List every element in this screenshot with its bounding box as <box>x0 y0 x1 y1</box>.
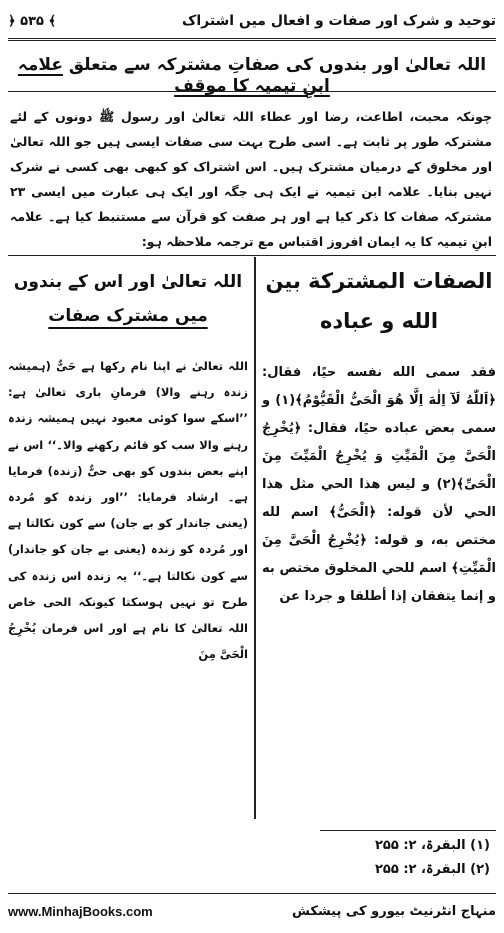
section-heading <box>8 54 496 96</box>
header-divider <box>8 38 496 41</box>
urdu-heading-line2: میں مشترک صفات <box>48 306 208 326</box>
two-column-section <box>8 257 496 819</box>
page-footer <box>8 896 496 926</box>
arabic-heading <box>262 261 496 341</box>
header-title: توحید و شرک اور صفات و افعال میں اشتراک <box>181 13 496 29</box>
footnote-2: (۲) البقرۃ، ۲: ۲۵۵ <box>374 862 490 877</box>
arabic-body-text: فقد سمى الله نفسه حيًا، فقال: ﴿اَللّٰهُ لَآ اِلٰهَ اِلَّا هُوَ الْحَیُّ الْقَيُّوْمُ﴾(١) و سمى بعض عباده حيًا، فقال: ﴿يُخْرِجُ الْحَیَّ مِنَ الْمَيِّتِ وَ يُخْرِجُ الْمَيِّتَ مِنَ الْحَیِّ﴾(٢) و ليس هذا الحي مثل هذا الحي لأن قوله: ﴿الْحَیُّ﴾ اسم لله مختص به، و قوله: ﴿يُخْرِجُ الْحَیَّ مِنَ الْمَيِّتِ﴾ اسم للحي المخلوق مختص به و إنما يتفقان إذا أطلقا و جردا عن <box>262 365 496 604</box>
arabic-column <box>262 257 496 611</box>
section-heading-part2: علامہ ابنِ تیمیہ کا موقف <box>17 55 330 96</box>
page-number: ﴿ ۵۳۵ ﴾ <box>8 13 57 29</box>
urdu-body-text: اللہ تعالیٰ نے اپنا نام رکھا ہے حَیٌّ (ہمیشہ زندہ رہنے والا) فرمانِ باری تعالیٰ ہے: ’’اسکے سوا کوئی معبود نہیں ہمیشہ زندہ رہنے والا سب کو قائم رکھنے والا۔‘‘ اس نے اپنے بعض بندوں کو بھی حیٌّ (زندہ) فرمایا ہے۔ ارشاد فرمایا: ’’اور زندہ کو مُردہ (یعنی جاندار کو بے جان) سے کون نکالتا ہے اور مُردہ کو زندہ (یعنی بے جان کو جاندار) سے کون نکالتا ہے۔‘‘ یہ زندہ اس زندہ کی طرح تو نہیں ہوسکتا کیونکہ الحی خاص اللہ تعالیٰ کا نام ہے اور اس فرمان یُخْرِجُ الْحَیَّ مِنَ <box>8 359 248 662</box>
urdu-heading-line1: اللہ تعالیٰ اور اس کے بندوں <box>13 272 243 292</box>
footnote-1: (۱) البقرۃ، ۲: ۲۵۵ <box>374 838 490 853</box>
footer-text: منہاج انٹرنیٹ بیورو کی پیشکش <box>292 903 496 919</box>
intro-paragraph: چونکہ محبت، اطاعت، رضا اور عطاء اللہ تعالیٰ اور رسول ﷺ دونوں کے لئے مشترکہ طور پر ثابت ہے۔ اسی طرح بہت سی صفات ایسی ہیں جو اللہ تعالیٰ اور مخلوق کے درمیان مشترک ہیں۔ اس اشتراک کو کبھی بھی کسی نے شرک نہیں بنایا۔ علامہ ابن تیمیہ نے ایک ہی جگہ اور ایک ہی عبارت میں ایسی ۲۳ مشترکہ صفات کا ذکر کیا ہے اور ہر صفت کو قرآن سے مستنبط کیا ہے۔ علامہ ابنِ تیمیہ کا یہ ایمان افروز اقتباس مع ترجمہ ملاحظہ ہو: <box>10 109 492 249</box>
running-header <box>8 6 496 36</box>
arabic-heading-line2: الله و عباده <box>319 309 439 333</box>
column-separator <box>254 257 256 819</box>
columns-top-divider <box>8 255 496 256</box>
arabic-heading-line1: الصفات المشتركة بين <box>265 269 493 293</box>
footer-divider <box>8 893 496 894</box>
urdu-heading <box>8 265 248 333</box>
footer-url: www.MinhajBooks.com <box>8 903 153 919</box>
footnote-divider <box>320 830 496 831</box>
heading-divider <box>8 91 496 92</box>
section-heading-part1: اللہ تعالیٰ اور بندوں کی صفاتِ مشترکہ سے متعلق <box>68 55 487 75</box>
urdu-column <box>8 257 248 667</box>
